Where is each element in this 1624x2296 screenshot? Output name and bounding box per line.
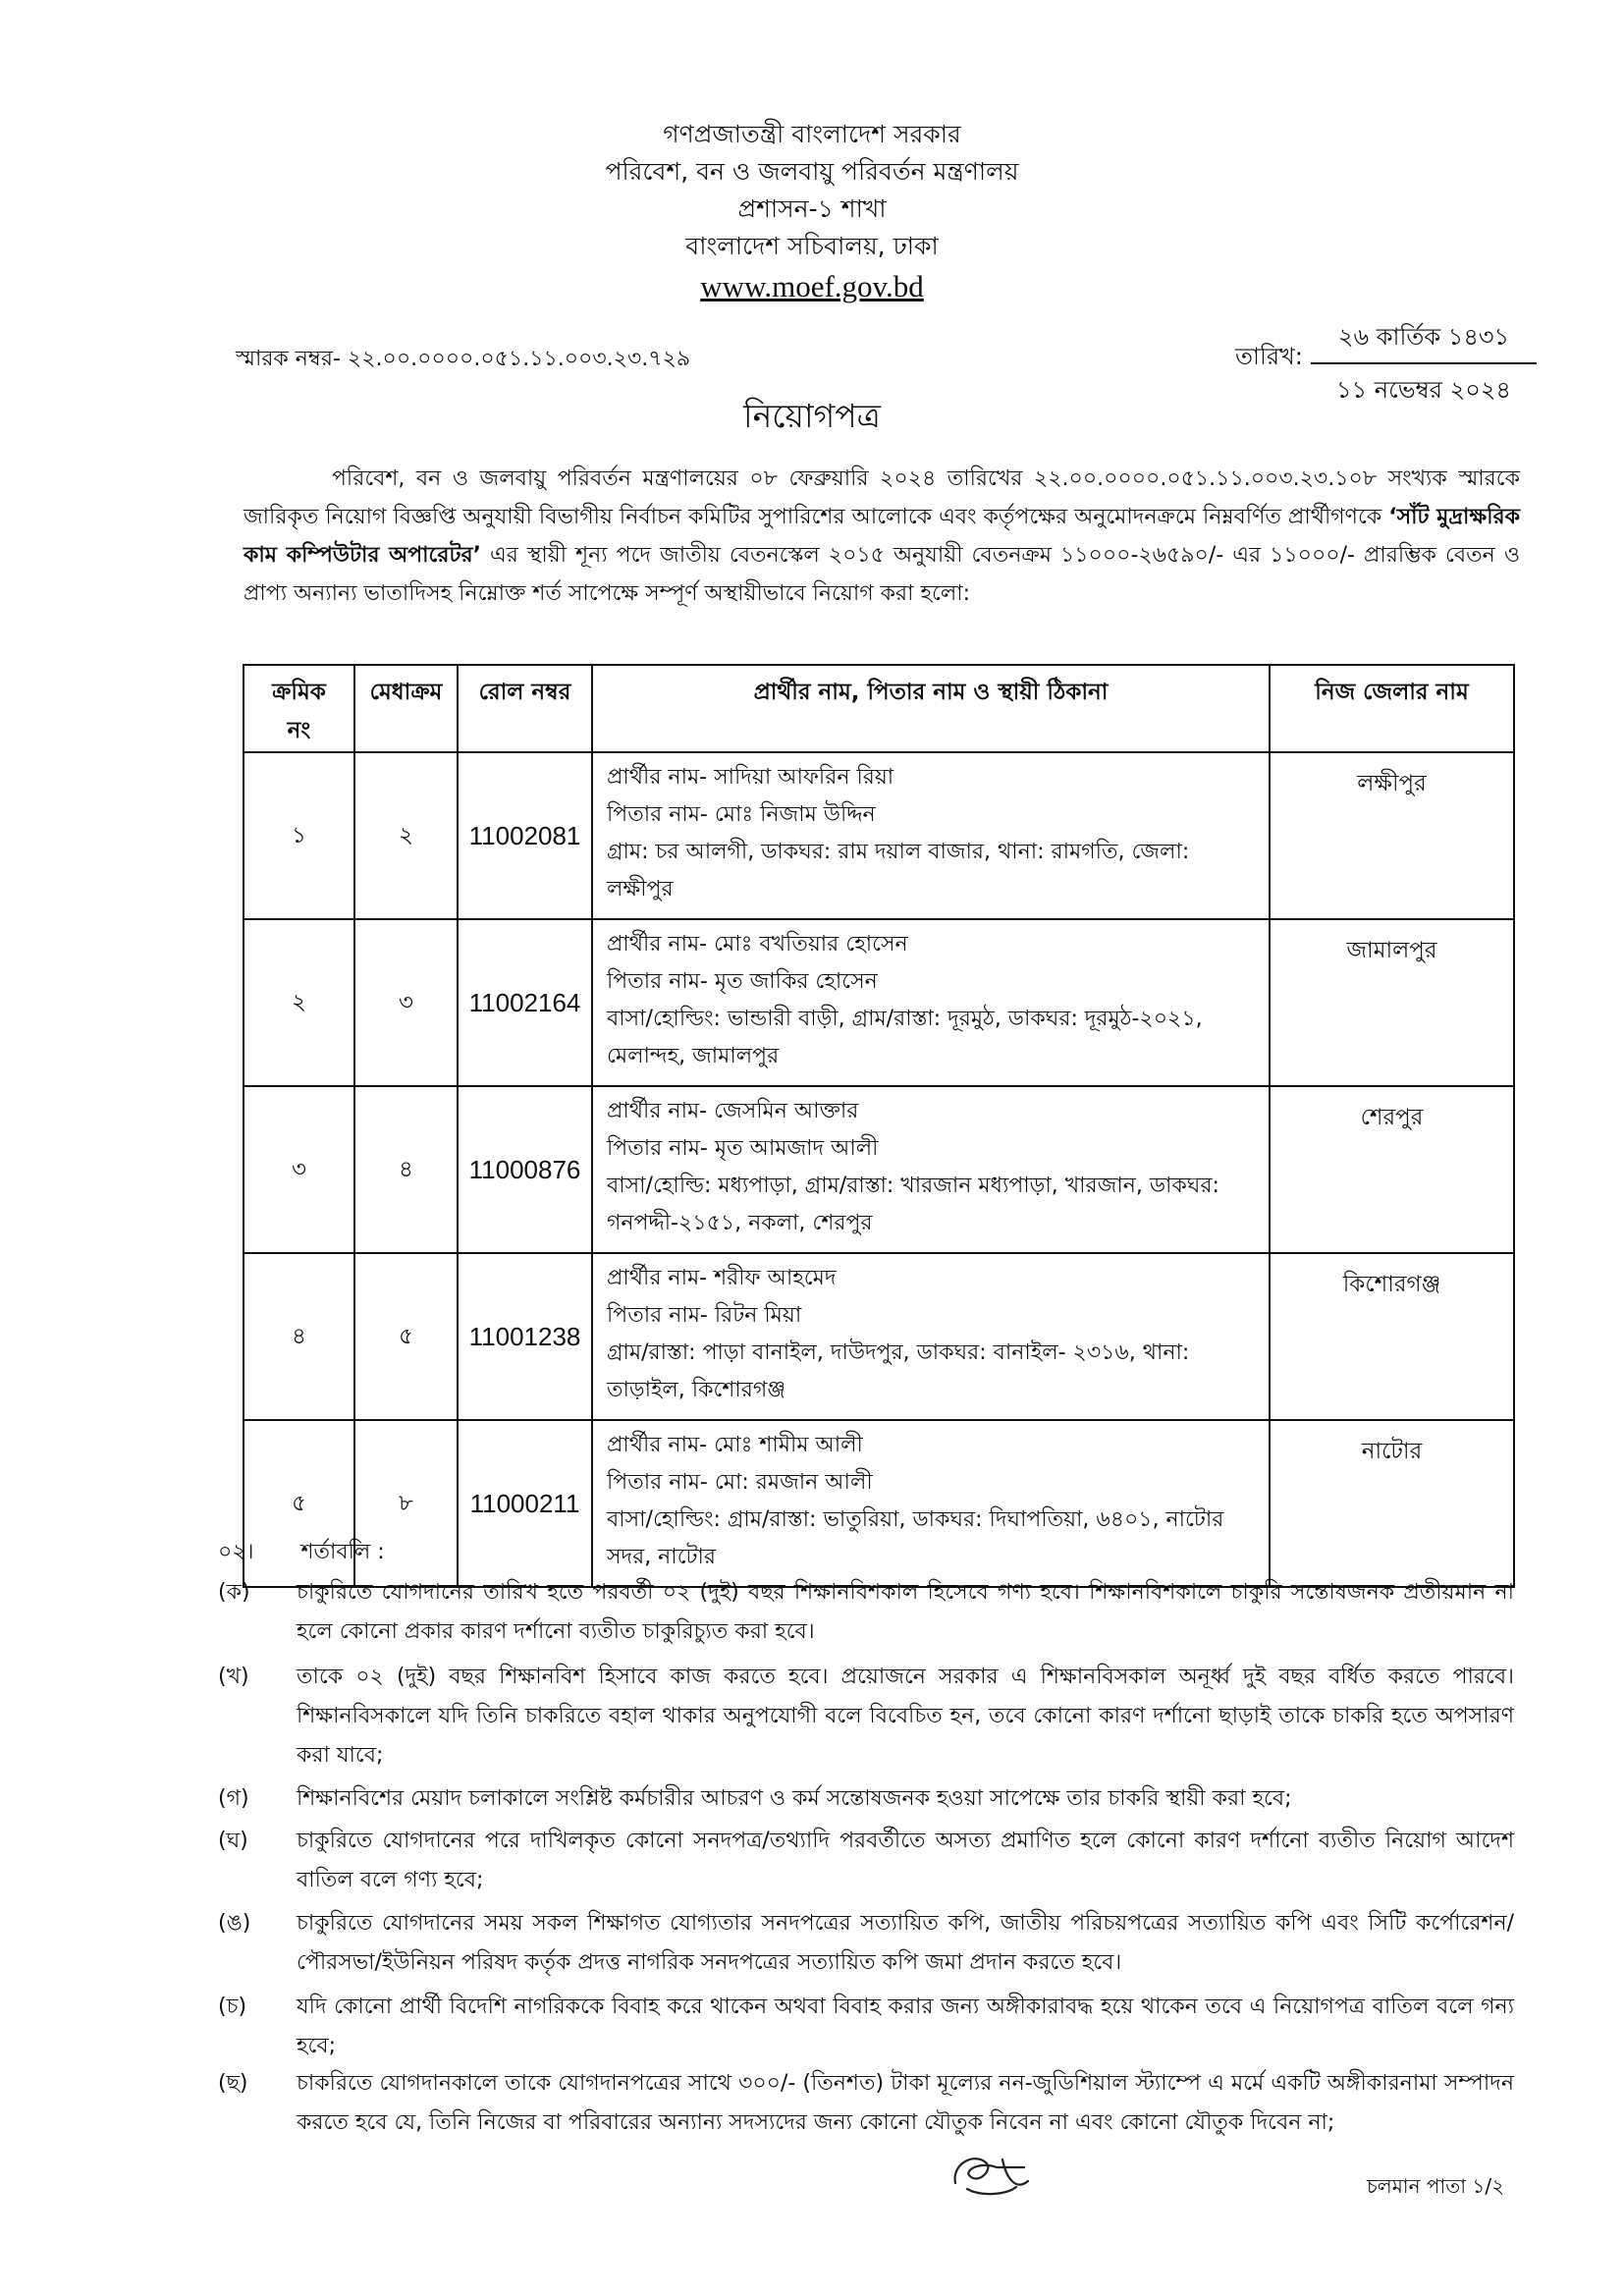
address: বাসা/হোল্ডিং: গ্রাম/রাস্তা: ভাতুরিয়া, ডাকঘর: দিঘাপতিয়া, ৬৪০১, নাটোর সদর, নাটোর [607, 1507, 1224, 1569]
document-title: নিয়োগপত্র [743, 397, 881, 435]
header-roll: রোল নম্বর [458, 665, 592, 752]
header-details: প্রার্থীর নাম, পিতার নাম ও স্থায়ী ঠিকানা [592, 665, 1270, 752]
address: গ্রাম/রাস্তা: পাড়া বানাইল, দাউদপুর, ডাকঘর: বানাইল- ২৩১৬, থানা: তাড়াইল, কিশোরগঞ্জ [607, 1340, 1190, 1402]
candidate-name: প্রার্থীর নাম- শরীফ আহমেদ [607, 1266, 837, 1290]
cell-roll: 11000211 [458, 1420, 592, 1587]
condition-text: চাকুরিতে যোগদানের সময় সকল শিক্ষাগত যোগ্যতার সনদপত্রের সত্যায়িত কপি, জাতীয় পরিচয়পত্রের সত্যায়িত কপি এবং সিটি কর্পোরেশন/পৌরসভা/ইউনিয়ন পরিষদ কর্তৃক প্রদত্ত নাগরিক সনদপত্রের সত্যায়িত কপি জমা প্রদান করতে হবে। [297, 1911, 1514, 1975]
cell-details [592, 1086, 1270, 1253]
cell-details [592, 752, 1270, 919]
date-label: তারিখ: [1235, 343, 1303, 370]
candidate-name: প্রার্থীর নাম- সাদিয়া আফরিন রিয়া [607, 765, 894, 790]
condition-marker: (গ) [218, 1786, 249, 1811]
father-name: পিতার নাম- রিটন মিয়া [607, 1303, 802, 1328]
table-row [244, 752, 1514, 919]
cell-roll: 11002081 [458, 752, 592, 919]
condition-item [218, 1573, 1514, 1652]
condition-marker: (ঘ) [218, 1829, 248, 1853]
conditions-heading [218, 1535, 385, 1571]
letterhead [0, 116, 1624, 304]
cell-merit: ৮ [354, 1420, 458, 1587]
condition-item [218, 1658, 1514, 1776]
condition-marker: (ছ) [218, 2071, 248, 2096]
table-row [244, 1086, 1514, 1253]
cell-serial: ৩ [244, 1086, 354, 1253]
cell-district: জামালপুর [1270, 919, 1514, 1086]
intro-paragraph [244, 460, 1520, 613]
condition-marker: (চ) [218, 1995, 247, 2019]
candidate-name: প্রার্থীর নাম- মোঃ শামীম আলী [607, 1433, 863, 1457]
condition-item [218, 1822, 1514, 1900]
cell-merit: ৫ [354, 1253, 458, 1420]
header-merit: মেধাক্রম [354, 665, 458, 752]
condition-item [218, 1779, 1514, 1819]
condition-item [218, 1904, 1514, 1983]
cell-roll: 11000876 [458, 1086, 592, 1253]
condition-marker: (ঙ) [218, 1911, 251, 1936]
table-header-row [244, 665, 1514, 752]
address: বাসা/হোল্ডিং: ভান্ডারী বাড়ী, গ্রাম/রাস্তা: দূরমুঠ, ডাকঘর: দূরমুঠ-২০২১, মেলান্দহ, জামালপুর [607, 1007, 1203, 1068]
cell-district: কিশোরগঞ্জ [1270, 1253, 1514, 1420]
condition-text: তাকে ০২ (দুই) বছর শিক্ষানবিশ হিসাবে কাজ করতে হবে। প্রয়োজনে সরকার এ শিক্ষানবিসকাল অনূর্ধ্ব দুই বছর বর্ধিত করতে পারবে। শিক্ষানবিসকালে যদি তিনি চাকরিতে বহাল থাকার অনুপযোগী বলে বিবেচিত হন, তবে কোনো কারণ দর্শানো ছাড়াই তাকে চাকরি হতে অপসারণ করা যাবে; [297, 1665, 1514, 1768]
office-location: বাংলাদেশ সচিবালয়, ঢাকা [685, 232, 939, 260]
website-link[interactable]: www.moef.gov.bd [700, 269, 924, 303]
father-name: পিতার নাম- মৃত জাকির হোসেন [607, 969, 878, 994]
table-row [244, 1420, 1514, 1587]
father-name: পিতার নাম- মোঃ নিজাম উদ্দিন [607, 802, 876, 827]
appointee-table [243, 664, 1515, 1588]
conditions-title: শর্তাবলি : [300, 1540, 385, 1564]
cell-district: লক্ষীপুর [1270, 752, 1514, 919]
cell-details [592, 1420, 1270, 1587]
condition-marker: (খ) [218, 1665, 249, 1689]
cell-merit: ৪ [354, 1086, 458, 1253]
condition-text: চাকরিতে যোগদানকালে তাকে যোগদানপত্রের সাথে ৩০০/- (তিনশত) টাকা মূল্যের নন-জুডিশিয়াল স্ট্যাম্পে এ মর্মে একটি অঙ্গীকারনামা সম্পাদন করতে হবে যে, তিনি নিজের বা পরিবারের অন্যান্য সদস্যদের জন্য কোনো যৌতুক নিবেন না এবং কোনো যৌতুক দিবেন না; [297, 2071, 1514, 2135]
cell-roll: 11001238 [458, 1253, 592, 1420]
intro-text-after: এর স্থায়ী শূন্য পদে জাতীয় বেতনস্কেল ২০১৫ অনুযায়ী বেতনক্রম ১১০০০-২৬৫৯০/- এর ১১০০০/- প্রারম্ভিক বেতন ও প্রাপ্য অন্যান্য ভাতাদিসহ নিম্নোক্ত শর্ত সাপেক্ষে সম্পূর্ণ অস্থায়ীভাবে নিয়োগ করা হলো: [244, 543, 1521, 606]
address: গ্রাম: চর আলগী, ডাকঘর: রাম দয়াল বাজার, থানা: রামগতি, জেলা: লক্ষীপুর [607, 840, 1190, 902]
cell-details [592, 1253, 1270, 1420]
conditions-number: ০২। [218, 1540, 254, 1564]
initial-signature [947, 2146, 1036, 2205]
intro-text-before: পরিবেশ, বন ও জলবায়ু পরিবর্তন মন্ত্রণালয়ের ০৮ ফেব্রুয়ারি ২০২৪ তারিখের ২২.০০.০০০০.০৫১.১১.০০৩.২৩.১০৮ সংখ্যক স্মারকে জারিকৃত নিয়োগ বিজ্ঞপ্তি অনুযায়ী বিভাগীয় নির্বাচন কমিটির সুপারিশের আলোকে এবং কর্তৃপক্ষের অনুমোদনক্রমে নিম্নবর্ণিত প্রার্থীগণকে [244, 466, 1520, 529]
cell-merit: ২ [354, 752, 458, 919]
date-bangla: ২৬ কার্তিক ১৪৩১ [1311, 319, 1537, 364]
header-district: নিজ জেলার নাম [1270, 665, 1514, 752]
table-row [244, 1253, 1514, 1420]
cell-roll: 11002164 [458, 919, 592, 1086]
cell-serial: ২ [244, 919, 354, 1086]
condition-text: শিক্ষানবিশের মেয়াদ চলাকালে সংশ্লিষ্ট কর্মচারীর আচরণ ও কর্ম সন্তোষজনক হওয়া সাপেক্ষে তার চাকরি স্থায়ী করা হবে; [297, 1786, 1292, 1811]
cell-serial: ৪ [244, 1253, 354, 1420]
condition-text: যদি কোনো প্রার্থী বিদেশি নাগরিককে বিবাহ করে থাকেন অথবা বিবাহ করার জন্য অঙ্গীকারাবদ্ধ হয়ে থাকেন তবে এ নিয়োগপত্র বাতিল বলে গন্য হবে; [297, 1995, 1514, 2058]
memo-number: স্মারক নম্বর- ২২.০০.০০০০.০৫১.১১.০০৩.২৩.৭২৯ [236, 347, 691, 371]
government-name: গণপ্রজাতন্ত্রী বাংলাদেশ সরকার [663, 120, 961, 148]
header-serial: ক্রমিক নং [244, 665, 354, 752]
page-continuation-note: চলমান পাতা ১/২ [1367, 2174, 1505, 2198]
cell-merit: ৩ [354, 919, 458, 1086]
father-name: পিতার নাম- মো: রমজান আলী [607, 1470, 873, 1495]
date-gregorian: ১১ নভেম্বর ২০২৪ [1336, 376, 1511, 404]
cell-district: শেরপুর [1270, 1086, 1514, 1253]
address: বাসা/হোল্ডি: মধ্যপাড়া, গ্রাম/রাস্তা: খারজান মধ্যপাড়া, খারজান, ডাকঘর: গনপদ্দী-২১৫১, নকলা, শেরপুর [607, 1174, 1219, 1235]
post-name: ‘সাঁট মুদ্রাক্ষরিক কাম কম্পিউটার অপারেটর’ [244, 505, 1521, 568]
cell-district: নাটোর [1270, 1420, 1514, 1587]
cell-serial: ৫ [244, 1420, 354, 1587]
condition-item [218, 2064, 1514, 2143]
condition-text: চাকুরিতে যোগদানের তারিখ হতে পরবর্তী ০২ (দুই) বছর শিক্ষানবিশকাল হিসেবে গণ্য হবে। শিক্ষানবিশকালে চাকুরি সন্তোষজনক প্রতীয়মান না হলে কোনো প্রকার কারণ দর্শানো ব্যতীত চাকুরিচ্যুত করা হবে। [297, 1580, 1514, 1644]
cell-details [592, 919, 1270, 1086]
cell-serial: ১ [244, 752, 354, 919]
section-name: প্রশাসন-১ শাখা [737, 194, 887, 223]
condition-text: চাকুরিতে যোগদানের পরে দাখিলকৃত কোনো সনদপত্র/তথ্যাদি পরবর্তীতে অসত্য প্রমাণিত হলে কোনো কারণ দর্শানো ব্যতীত নিয়োগ আদেশ বাতিল বলে গণ্য হবে; [297, 1829, 1514, 1892]
condition-item [218, 1988, 1514, 2066]
candidate-name: প্রার্থীর নাম- জেসমিন আক্তার [607, 1099, 859, 1123]
table-row [244, 919, 1514, 1086]
condition-marker: (ক) [218, 1580, 250, 1605]
father-name: পিতার নাম- মৃত আমজাদ আলী [607, 1136, 879, 1161]
candidate-name: প্রার্থীর নাম- মোঃ বখতিয়ার হোসেন [607, 932, 908, 957]
ministry-name: পরিবেশ, বন ও জলবায়ু পরিবর্তন মন্ত্রণালয় [605, 157, 1019, 186]
